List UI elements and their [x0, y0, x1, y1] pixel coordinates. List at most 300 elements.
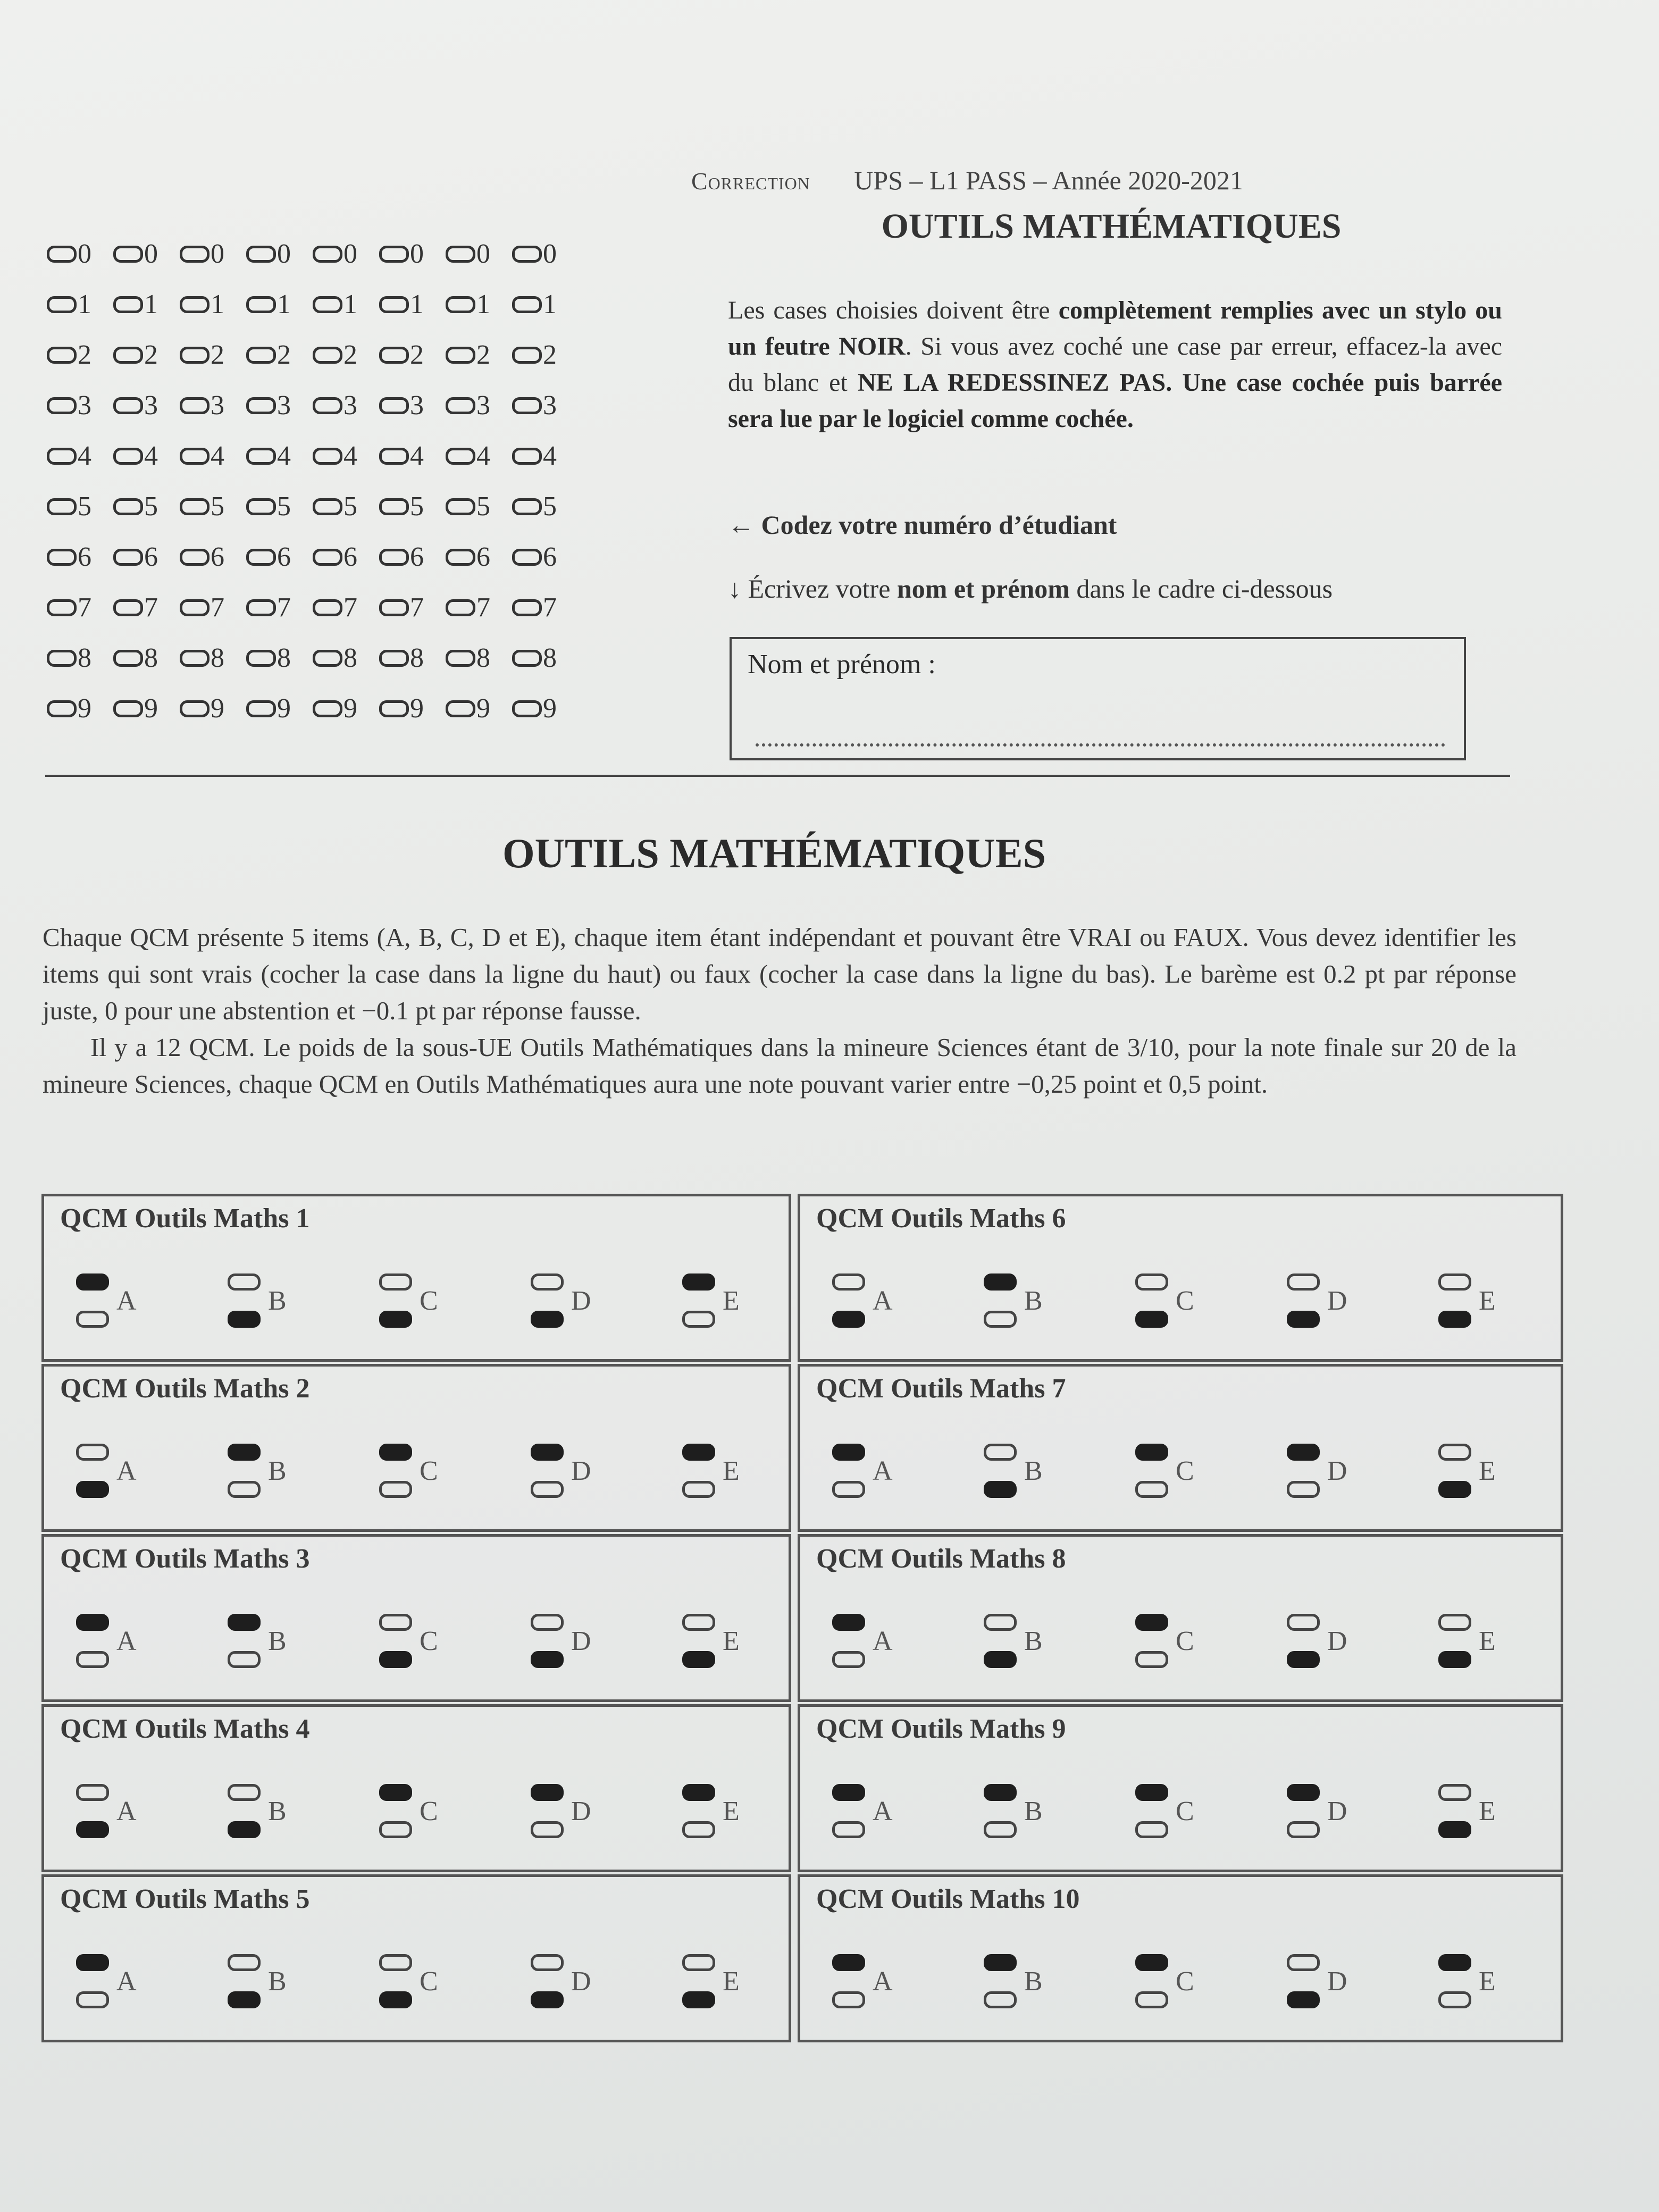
false-bubble[interactable]	[1438, 1311, 1471, 1328]
true-bubble[interactable]	[1287, 1273, 1320, 1291]
true-bubble[interactable]	[832, 1954, 865, 1971]
id-digit-row	[47, 330, 579, 380]
false-bubble[interactable]	[379, 1481, 412, 1498]
qcm-item	[228, 1614, 379, 1672]
digit-label: 5	[410, 491, 424, 522]
true-bubble[interactable]	[531, 1784, 564, 1801]
id-digit-bubble[interactable]	[113, 693, 180, 724]
item-label: E	[723, 1796, 740, 1826]
id-digit-bubble[interactable]	[47, 592, 113, 623]
id-digit-bubble[interactable]	[313, 541, 379, 573]
item-label: D	[571, 1626, 591, 1656]
id-digit-bubble[interactable]	[246, 642, 313, 674]
id-digit-bubble[interactable]	[446, 693, 512, 724]
bubble-icon	[246, 498, 276, 515]
true-bubble[interactable]	[1135, 1273, 1168, 1291]
false-bubble[interactable]	[531, 1481, 564, 1498]
true-bubble[interactable]	[832, 1273, 865, 1291]
true-bubble[interactable]	[1287, 1614, 1320, 1631]
true-bubble[interactable]	[531, 1954, 564, 1971]
true-bubble[interactable]	[1438, 1444, 1471, 1461]
student-id-grid	[47, 229, 579, 734]
false-bubble[interactable]	[1135, 1651, 1168, 1668]
false-bubble[interactable]	[228, 1821, 261, 1838]
id-digit-bubble[interactable]	[446, 238, 512, 270]
qcm-item	[1287, 1444, 1438, 1502]
id-digit-bubble[interactable]	[379, 642, 446, 674]
id-digit-bubble[interactable]	[512, 541, 579, 573]
digit-label: 7	[144, 592, 158, 623]
id-digit-bubble[interactable]	[246, 693, 313, 724]
id-digit-bubble[interactable]	[113, 491, 180, 522]
id-digit-bubble[interactable]	[512, 592, 579, 623]
qcm-item	[1135, 1614, 1287, 1672]
id-digit-row	[47, 683, 579, 734]
true-bubble[interactable]	[379, 1273, 412, 1291]
bubble-icon	[313, 700, 342, 717]
true-bubble[interactable]	[76, 1614, 109, 1631]
qcm-item	[984, 1273, 1135, 1332]
id-digit-bubble[interactable]	[47, 440, 113, 472]
bubble-icon	[512, 650, 542, 667]
header-title: OUTILS MATHÉMATIQUES	[881, 207, 1342, 246]
id-digit-bubble[interactable]	[113, 289, 180, 320]
digit-label: 2	[78, 340, 91, 370]
bubble-icon	[512, 246, 542, 263]
true-bubble[interactable]	[379, 1444, 412, 1461]
id-digit-bubble[interactable]	[313, 642, 379, 674]
item-label: E	[723, 1286, 740, 1316]
id-digit-bubble[interactable]	[180, 592, 246, 623]
item-label: D	[571, 1796, 591, 1826]
true-bubble[interactable]	[228, 1614, 261, 1631]
false-bubble[interactable]	[832, 1651, 865, 1668]
false-bubble[interactable]	[1135, 1991, 1168, 2008]
item-label: E	[1479, 1966, 1496, 1997]
id-digit-bubble[interactable]	[446, 339, 512, 371]
false-bubble[interactable]	[832, 1821, 865, 1838]
false-bubble[interactable]	[1287, 1481, 1320, 1498]
digit-label: 7	[78, 592, 91, 623]
false-bubble[interactable]	[228, 1311, 261, 1328]
digit-label: 9	[343, 693, 357, 724]
bubble-icon	[512, 599, 542, 616]
digit-label: 2	[211, 340, 224, 370]
section-instructions	[43, 919, 1516, 1102]
item-label: C	[420, 1286, 438, 1316]
true-bubble[interactable]	[682, 1444, 715, 1461]
bubble-icon	[47, 347, 77, 364]
name-field[interactable]	[730, 637, 1466, 760]
item-label: B	[1024, 1796, 1043, 1826]
id-digit-bubble[interactable]	[446, 390, 512, 421]
bubble-icon	[512, 397, 542, 414]
bubble-icon	[446, 650, 475, 667]
false-bubble[interactable]	[682, 1651, 715, 1668]
id-digit-bubble[interactable]	[47, 491, 113, 522]
item-label: E	[723, 1966, 740, 1997]
id-digit-bubble[interactable]	[446, 491, 512, 522]
false-bubble[interactable]	[1287, 1311, 1320, 1328]
id-digit-bubble[interactable]	[512, 440, 579, 472]
bubble-icon	[113, 650, 143, 667]
false-bubble[interactable]	[1135, 1481, 1168, 1498]
true-bubble[interactable]	[76, 1273, 109, 1291]
qcm-item	[228, 1954, 379, 2013]
digit-label: 2	[277, 340, 291, 370]
item-label: E	[1479, 1796, 1496, 1826]
qcm-item	[984, 1444, 1135, 1502]
bubble-icon	[113, 498, 143, 515]
bubble-icon	[113, 397, 143, 414]
id-digit-bubble[interactable]	[246, 592, 313, 623]
digit-label: 6	[343, 542, 357, 572]
item-label: B	[268, 1456, 287, 1486]
qcm-item	[531, 1614, 682, 1672]
true-bubble[interactable]	[1287, 1784, 1320, 1801]
item-label: A	[116, 1796, 137, 1826]
id-digit-bubble[interactable]	[113, 339, 180, 371]
true-bubble[interactable]	[379, 1614, 412, 1631]
item-label: D	[1327, 1796, 1347, 1826]
true-bubble[interactable]	[1438, 1784, 1471, 1801]
false-bubble[interactable]	[379, 1991, 412, 2008]
id-digit-bubble[interactable]	[113, 541, 180, 573]
bubble-icon	[379, 498, 409, 515]
id-digit-bubble[interactable]	[512, 289, 579, 320]
id-digit-bubble[interactable]	[446, 541, 512, 573]
false-bubble[interactable]	[1438, 1991, 1471, 2008]
digit-label: 9	[78, 693, 91, 724]
false-bubble[interactable]	[984, 1311, 1017, 1328]
id-digit-bubble[interactable]	[512, 491, 579, 522]
id-digit-bubble[interactable]	[313, 592, 379, 623]
true-bubble[interactable]	[76, 1784, 109, 1801]
bubble-icon	[512, 498, 542, 515]
digit-label: 3	[211, 390, 224, 421]
false-bubble[interactable]	[76, 1481, 109, 1498]
item-label: C	[1176, 1456, 1194, 1486]
bubble-icon	[246, 347, 276, 364]
bubble-icon	[47, 448, 77, 465]
false-bubble[interactable]	[682, 1991, 715, 2008]
qcm-item	[1438, 1954, 1590, 2013]
digit-label: 3	[277, 390, 291, 421]
id-digit-bubble[interactable]	[47, 693, 113, 724]
id-digit-bubble[interactable]	[446, 642, 512, 674]
false-bubble[interactable]	[832, 1481, 865, 1498]
id-digit-bubble[interactable]	[313, 289, 379, 320]
bubble-icon	[446, 347, 475, 364]
section-para-1: Chaque QCM présente 5 items (A, B, C, D et E), chaque item étant indépendant et pouvant être VRAI ou FAUX. Vous devez identifier les items qui sont vrais (cocher la case dans la ligne du haut) ou faux (cocher la case dans la ligne du bas). Le barème est 0.2 pt par réponse juste, 0 pour une abstention et −0.1 pt par réponse fausse.	[43, 923, 1516, 1025]
false-bubble[interactable]	[832, 1991, 865, 2008]
id-digit-bubble[interactable]	[113, 390, 180, 421]
false-bubble[interactable]	[984, 1651, 1017, 1668]
item-label: A	[873, 1456, 893, 1486]
false-bubble[interactable]	[1438, 1821, 1471, 1838]
true-bubble[interactable]	[682, 1954, 715, 1971]
false-bubble[interactable]	[832, 1311, 865, 1328]
id-digit-bubble[interactable]	[512, 390, 579, 421]
digit-label: 6	[211, 542, 224, 572]
id-digit-bubble[interactable]	[379, 289, 446, 320]
true-bubble[interactable]	[1135, 1784, 1168, 1801]
qcm-title: QCM Outils Maths 1	[60, 1203, 310, 1234]
id-digit-bubble[interactable]	[180, 541, 246, 573]
false-bubble[interactable]	[228, 1651, 261, 1668]
qcm-box	[798, 1874, 1563, 2042]
false-bubble[interactable]	[682, 1481, 715, 1498]
id-digit-bubble[interactable]	[113, 238, 180, 270]
digit-label: 4	[476, 441, 490, 471]
id-digit-bubble[interactable]	[113, 440, 180, 472]
item-label: C	[1176, 1286, 1194, 1316]
true-bubble[interactable]	[1287, 1954, 1320, 1971]
id-digit-bubble[interactable]	[180, 693, 246, 724]
id-digit-bubble[interactable]	[47, 289, 113, 320]
id-digit-bubble[interactable]	[446, 592, 512, 623]
id-digit-bubble[interactable]	[512, 642, 579, 674]
id-digit-bubble[interactable]	[180, 289, 246, 320]
id-digit-bubble[interactable]	[379, 693, 446, 724]
item-label: C	[1176, 1966, 1194, 1997]
false-bubble[interactable]	[1135, 1821, 1168, 1838]
item-label: A	[116, 1286, 137, 1316]
qcm-item	[379, 1954, 531, 2013]
qcm-item	[832, 1614, 984, 1672]
true-bubble[interactable]	[1438, 1614, 1471, 1631]
id-digit-bubble[interactable]	[246, 491, 313, 522]
id-digit-bubble[interactable]	[512, 693, 579, 724]
qcm-box	[41, 1534, 791, 1702]
bubble-icon	[313, 498, 342, 515]
true-bubble[interactable]	[228, 1784, 261, 1801]
code-student-number-hint: ← Codez votre numéro d’étudiant	[728, 510, 1117, 540]
id-digit-bubble[interactable]	[379, 440, 446, 472]
false-bubble[interactable]	[379, 1651, 412, 1668]
id-digit-bubble[interactable]	[313, 693, 379, 724]
false-bubble[interactable]	[1287, 1651, 1320, 1668]
true-bubble[interactable]	[984, 1444, 1017, 1461]
false-bubble[interactable]	[1287, 1821, 1320, 1838]
true-bubble[interactable]	[832, 1614, 865, 1631]
instr-bold-2: NE LA REDESSINEZ PAS. Une case cochée puis barrée sera lue par le logiciel comme cochée.	[728, 368, 1502, 433]
id-digit-bubble[interactable]	[512, 339, 579, 371]
item-label: D	[1327, 1966, 1347, 1997]
bubble-icon	[446, 599, 475, 616]
id-digit-bubble[interactable]	[313, 491, 379, 522]
false-bubble[interactable]	[228, 1991, 261, 2008]
false-bubble[interactable]	[228, 1481, 261, 1498]
id-digit-bubble[interactable]	[47, 390, 113, 421]
id-digit-bubble[interactable]	[180, 238, 246, 270]
id-digit-bubble[interactable]	[379, 541, 446, 573]
divider	[45, 775, 1510, 777]
id-digit-bubble[interactable]	[446, 289, 512, 320]
digit-label: 2	[144, 340, 158, 370]
digit-label: 7	[343, 592, 357, 623]
true-bubble[interactable]	[531, 1273, 564, 1291]
item-label: D	[1327, 1456, 1347, 1486]
false-bubble[interactable]	[76, 1991, 109, 2008]
digit-label: 1	[211, 289, 224, 320]
write-name-text-a: ↓ Écrivez votre	[728, 574, 897, 604]
qcm-title: QCM Outils Maths 6	[816, 1203, 1066, 1234]
true-bubble[interactable]	[228, 1954, 261, 1971]
false-bubble[interactable]	[682, 1821, 715, 1838]
id-digit-bubble[interactable]	[446, 440, 512, 472]
id-digit-bubble[interactable]	[246, 289, 313, 320]
false-bubble[interactable]	[76, 1651, 109, 1668]
item-label: B	[1024, 1456, 1043, 1486]
id-digit-bubble[interactable]	[379, 592, 446, 623]
id-digit-bubble[interactable]	[113, 642, 180, 674]
true-bubble[interactable]	[76, 1954, 109, 1971]
false-bubble[interactable]	[984, 1991, 1017, 2008]
id-digit-bubble[interactable]	[180, 390, 246, 421]
digit-label: 5	[543, 491, 557, 522]
id-digit-bubble[interactable]	[313, 238, 379, 270]
false-bubble[interactable]	[1438, 1651, 1471, 1668]
true-bubble[interactable]	[984, 1614, 1017, 1631]
true-bubble[interactable]	[682, 1614, 715, 1631]
item-label: C	[420, 1626, 438, 1656]
true-bubble[interactable]	[1135, 1954, 1168, 1971]
item-label: B	[268, 1626, 287, 1656]
qcm-item	[1438, 1784, 1590, 1842]
true-bubble[interactable]	[1135, 1614, 1168, 1631]
id-digit-bubble[interactable]	[379, 339, 446, 371]
true-bubble[interactable]	[984, 1784, 1017, 1801]
item-label: E	[1479, 1456, 1496, 1486]
false-bubble[interactable]	[76, 1311, 109, 1328]
true-bubble[interactable]	[76, 1444, 109, 1461]
bubble-icon	[47, 700, 77, 717]
qcm-item	[832, 1954, 984, 2013]
true-bubble[interactable]	[1438, 1954, 1471, 1971]
id-digit-row	[47, 279, 579, 330]
item-label: B	[268, 1966, 287, 1997]
false-bubble[interactable]	[984, 1821, 1017, 1838]
bubble-icon	[313, 246, 342, 263]
true-bubble[interactable]	[832, 1444, 865, 1461]
id-digit-bubble[interactable]	[113, 592, 180, 623]
id-digit-bubble[interactable]	[246, 541, 313, 573]
id-digit-bubble[interactable]	[47, 642, 113, 674]
bubble-icon	[246, 700, 276, 717]
digit-label: 8	[543, 643, 557, 673]
digit-label: 1	[410, 289, 424, 320]
true-bubble[interactable]	[379, 1784, 412, 1801]
id-digit-bubble[interactable]	[246, 339, 313, 371]
false-bubble[interactable]	[1287, 1991, 1320, 2008]
true-bubble[interactable]	[1135, 1444, 1168, 1461]
item-label: E	[723, 1456, 740, 1486]
true-bubble[interactable]	[228, 1444, 261, 1461]
qcm-item	[76, 1954, 228, 2013]
item-label: A	[873, 1626, 893, 1656]
id-digit-bubble[interactable]	[313, 440, 379, 472]
qcm-title: QCM Outils Maths 5	[60, 1884, 310, 1914]
id-digit-bubble[interactable]	[246, 238, 313, 270]
true-bubble[interactable]	[379, 1954, 412, 1971]
true-bubble[interactable]	[682, 1784, 715, 1801]
id-digit-bubble[interactable]	[180, 440, 246, 472]
qcm-item	[228, 1444, 379, 1502]
bubble-icon	[47, 397, 77, 414]
digit-label: 7	[543, 592, 557, 623]
true-bubble[interactable]	[1438, 1273, 1471, 1291]
false-bubble[interactable]	[531, 1651, 564, 1668]
false-bubble[interactable]	[76, 1821, 109, 1838]
section-para-2: Il y a 12 QCM. Le poids de la sous-UE Outils Mathématiques dans la mineure Sciences étant de 3/10, pour la note finale sur 20 de la mineure Sciences, chaque QCM en Outils Mathématiques aura une note pouvant varier entre −0,25 point et 0,5 point.	[43, 1033, 1516, 1099]
true-bubble[interactable]	[832, 1784, 865, 1801]
instructions	[728, 292, 1502, 437]
bubble-icon	[113, 599, 143, 616]
id-digit-bubble[interactable]	[313, 390, 379, 421]
false-bubble[interactable]	[1135, 1311, 1168, 1328]
false-bubble[interactable]	[531, 1821, 564, 1838]
true-bubble[interactable]	[984, 1954, 1017, 1971]
true-bubble[interactable]	[1287, 1444, 1320, 1461]
id-digit-bubble[interactable]	[313, 339, 379, 371]
digit-label: 1	[144, 289, 158, 320]
id-digit-row	[47, 229, 579, 279]
bubble-icon	[379, 246, 409, 263]
bubble-icon	[379, 397, 409, 414]
id-digit-bubble[interactable]	[47, 339, 113, 371]
qcm-box	[798, 1364, 1563, 1532]
false-bubble[interactable]	[379, 1821, 412, 1838]
id-digit-bubble[interactable]	[379, 491, 446, 522]
qcm-item	[1438, 1273, 1590, 1332]
false-bubble[interactable]	[531, 1991, 564, 2008]
false-bubble[interactable]	[531, 1311, 564, 1328]
id-digit-bubble[interactable]	[246, 390, 313, 421]
qcm-box	[41, 1194, 791, 1362]
true-bubble[interactable]	[531, 1444, 564, 1461]
true-bubble[interactable]	[984, 1273, 1017, 1291]
id-digit-bubble[interactable]	[379, 238, 446, 270]
id-digit-bubble[interactable]	[512, 238, 579, 270]
true-bubble[interactable]	[531, 1614, 564, 1631]
id-digit-bubble[interactable]	[180, 491, 246, 522]
false-bubble[interactable]	[1438, 1481, 1471, 1498]
bubble-icon	[246, 650, 276, 667]
digit-label: 7	[476, 592, 490, 623]
false-bubble[interactable]	[379, 1311, 412, 1328]
bubble-icon	[313, 448, 342, 465]
true-bubble[interactable]	[682, 1273, 715, 1291]
id-digit-bubble[interactable]	[379, 390, 446, 421]
false-bubble[interactable]	[682, 1311, 715, 1328]
id-digit-bubble[interactable]	[180, 339, 246, 371]
digit-label: 6	[543, 542, 557, 572]
item-label: D	[1327, 1626, 1347, 1656]
id-digit-bubble[interactable]	[47, 541, 113, 573]
qcm-item	[531, 1444, 682, 1502]
false-bubble[interactable]	[984, 1481, 1017, 1498]
write-name-hint	[728, 573, 1333, 604]
id-digit-bubble[interactable]	[180, 642, 246, 674]
digit-label: 3	[543, 390, 557, 421]
section-title: OUTILS MATHÉMATIQUES	[502, 830, 1046, 876]
true-bubble[interactable]	[228, 1273, 261, 1291]
id-digit-bubble[interactable]	[246, 440, 313, 472]
bubble-icon	[47, 599, 77, 616]
item-label: C	[420, 1796, 438, 1826]
id-digit-bubble[interactable]	[47, 238, 113, 270]
